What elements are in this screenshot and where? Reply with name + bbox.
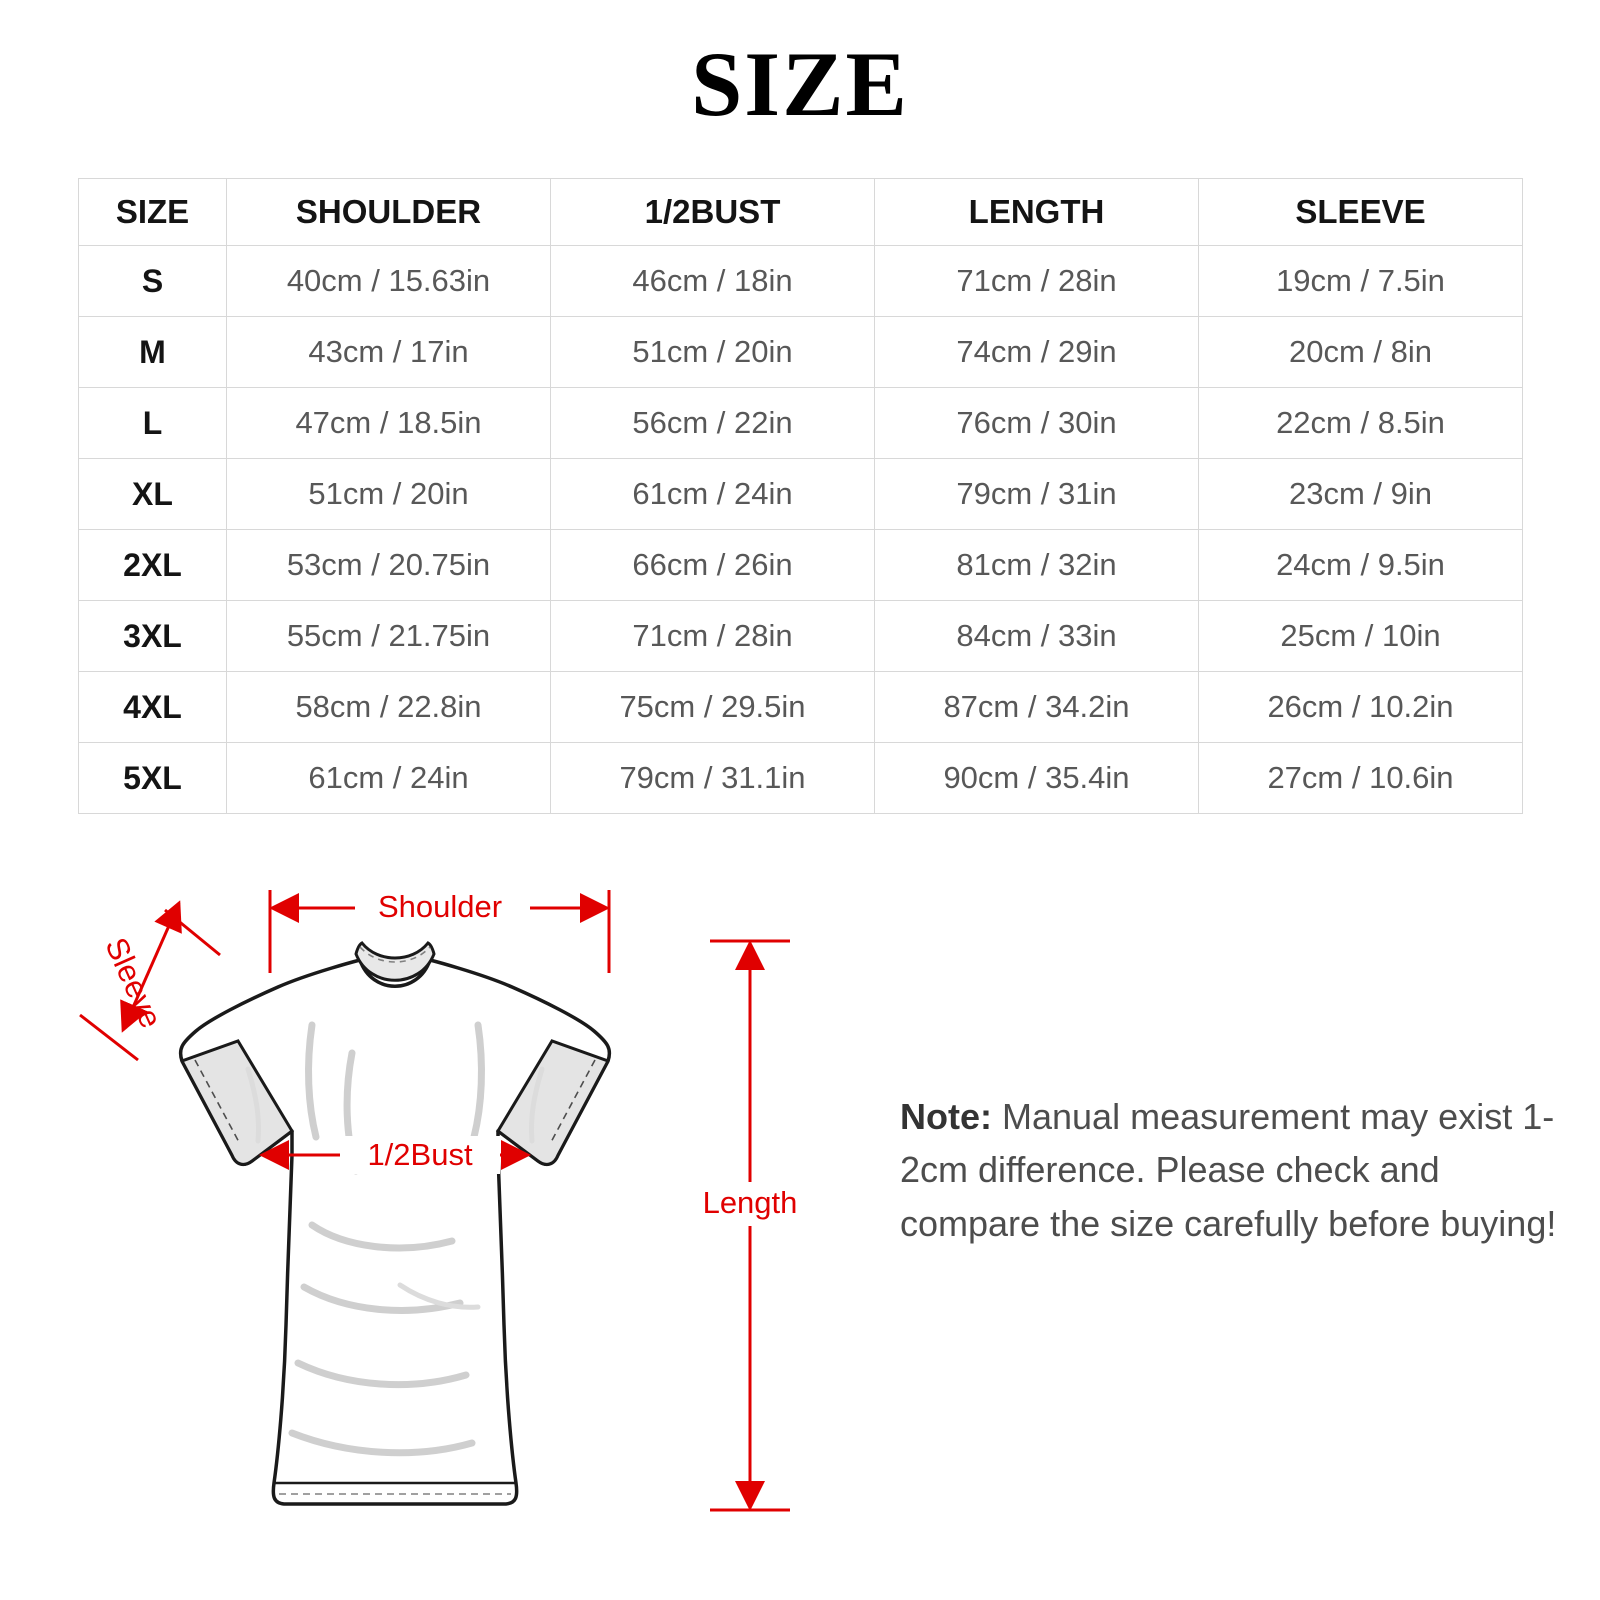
cell-bust: 66cm / 26in [551, 530, 875, 601]
cell-shoulder: 61cm / 24in [227, 743, 551, 814]
table-header-row [79, 179, 1523, 246]
note-label: Note: [900, 1096, 992, 1137]
cell-length: 71cm / 28in [875, 246, 1199, 317]
cell-length: 74cm / 29in [875, 317, 1199, 388]
cell-sleeve: 26cm / 10.2in [1199, 672, 1523, 743]
table-row [79, 530, 1523, 601]
size-chart-table [78, 178, 1522, 814]
cell-shoulder: 40cm / 15.63in [227, 246, 551, 317]
table-row [79, 672, 1523, 743]
length-dimension [703, 941, 798, 1510]
cell-shoulder: 58cm / 22.8in [227, 672, 551, 743]
shoulder-dimension [270, 888, 609, 973]
column-header-length: LENGTH [875, 179, 1199, 246]
table-row [79, 459, 1523, 530]
cell-length: 81cm / 32in [875, 530, 1199, 601]
cell-sleeve: 22cm / 8.5in [1199, 388, 1523, 459]
column-header-sleeve: SLEEVE [1199, 179, 1523, 246]
table-row [79, 743, 1523, 814]
cell-length: 87cm / 34.2in [875, 672, 1199, 743]
cell-size: 3XL [79, 601, 227, 672]
cell-bust: 75cm / 29.5in [551, 672, 875, 743]
cell-bust: 71cm / 28in [551, 601, 875, 672]
length-label: Length [702, 1185, 798, 1220]
cell-length: 76cm / 30in [875, 388, 1199, 459]
cell-shoulder: 53cm / 20.75in [227, 530, 551, 601]
cell-bust: 51cm / 20in [551, 317, 875, 388]
column-header-size: SIZE [79, 179, 227, 246]
cell-sleeve: 27cm / 10.6in [1199, 743, 1523, 814]
cell-size: S [79, 246, 227, 317]
cell-bust: 61cm / 24in [551, 459, 875, 530]
cell-shoulder: 47cm / 18.5in [227, 388, 551, 459]
cell-bust: 46cm / 18in [551, 246, 875, 317]
column-header-shoulder: SHOULDER [227, 179, 551, 246]
shoulder-label: Shoulder [377, 889, 503, 924]
cell-sleeve: 19cm / 7.5in [1199, 246, 1523, 317]
cell-size: 4XL [79, 672, 227, 743]
note-text: Manual measurement may exist 1-2cm difference. Please check and compare the size carefully before buying! [900, 1096, 1557, 1244]
table-row [79, 601, 1523, 672]
cell-size: XL [79, 459, 227, 530]
note-block [900, 1090, 1560, 1250]
cell-sleeve: 23cm / 9in [1199, 459, 1523, 530]
table-row [79, 246, 1523, 317]
tshirt-illustration [181, 943, 610, 1504]
cell-shoulder: 43cm / 17in [227, 317, 551, 388]
column-header-bust: 1/2BUST [551, 179, 875, 246]
cell-shoulder: 55cm / 21.75in [227, 601, 551, 672]
table-row [79, 317, 1523, 388]
page-title: SIZE [691, 33, 909, 135]
cell-size: 5XL [79, 743, 227, 814]
cell-sleeve: 24cm / 9.5in [1199, 530, 1523, 601]
sleeve-label: Sleeve [98, 932, 169, 1034]
cell-length: 79cm / 31in [875, 459, 1199, 530]
table-row [79, 388, 1523, 459]
cell-bust: 79cm / 31.1in [551, 743, 875, 814]
cell-length: 84cm / 33in [875, 601, 1199, 672]
tshirt-measurement-diagram [60, 855, 880, 1555]
cell-size: M [79, 317, 227, 388]
cell-length: 90cm / 35.4in [875, 743, 1199, 814]
cell-size: 2XL [79, 530, 227, 601]
cell-shoulder: 51cm / 20in [227, 459, 551, 530]
half-bust-label: 1/2Bust [367, 1137, 473, 1172]
cell-sleeve: 25cm / 10in [1199, 601, 1523, 672]
cell-bust: 56cm / 22in [551, 388, 875, 459]
cell-size: L [79, 388, 227, 459]
cell-sleeve: 20cm / 8in [1199, 317, 1523, 388]
